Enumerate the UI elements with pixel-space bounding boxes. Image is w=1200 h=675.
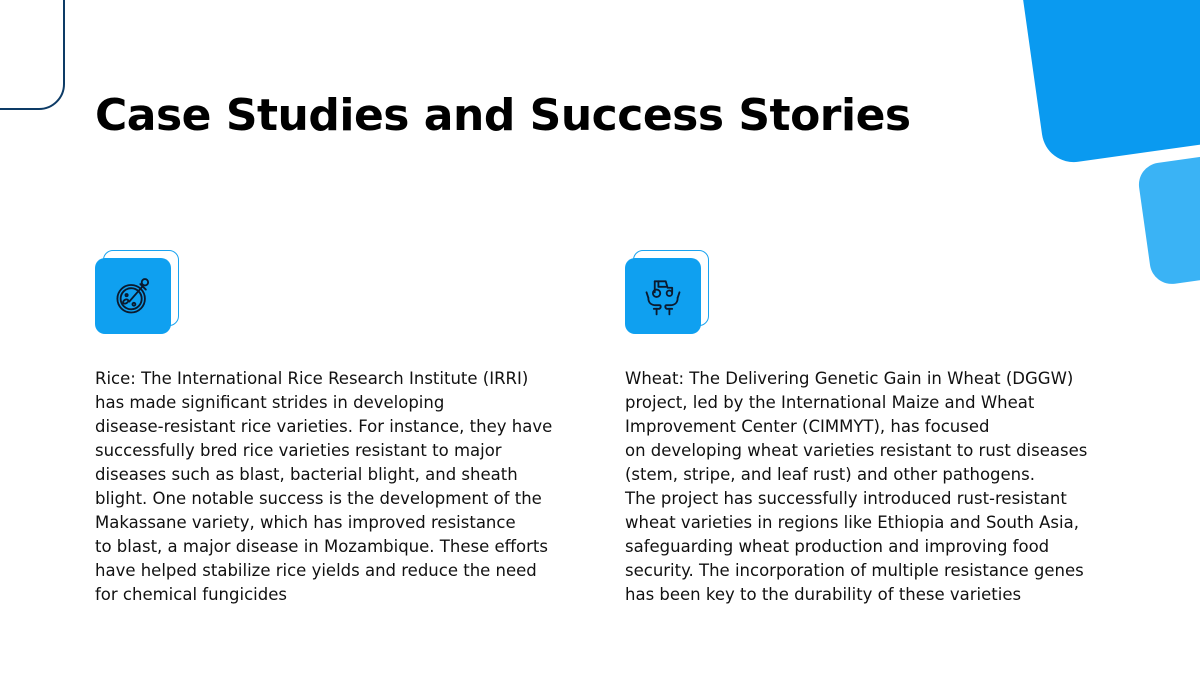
card-icon-container bbox=[625, 250, 715, 340]
tractor-hands-icon bbox=[625, 258, 701, 334]
case-study-card-wheat bbox=[625, 250, 1088, 604]
case-study-card-rice bbox=[95, 250, 553, 604]
card-text-rice: Rice: The International Rice Research Institute (IRRI) has made significant strides in developing disease-resistant rice varieties. For instance, they have successfully bred rice varieties resistant to major diseases such as blast, bacterial blight, and sheath blight. One notable success is the development of the Makassane variety, which has improved resistance to blast, a major disease in Mozambique. These efforts have helped stabilize rice yields and reduce the need for chemical fungicides bbox=[95, 369, 553, 604]
page-title: Case Studies and Success Stories bbox=[95, 90, 911, 141]
card-icon-container bbox=[95, 250, 185, 340]
decorative-outline-square bbox=[0, 0, 65, 110]
decorative-blue-square-large bbox=[1016, 0, 1200, 166]
card-text-wheat: Wheat: The Delivering Genetic Gain in Wheat (DGGW) project, led by the International Maize and Wheat Improvement Center (CIMMYT), has focused on developing wheat varieties resistant to rust diseases (stem, stripe, and leaf rust) and other pathogens. The project has successfully introduced rust-resistant wheat varieties in regions like Ethiopia and South Asia, safeguarding wheat production and improving food security. The incorporation of multiple resistance genes has been key to the durability of these varieties bbox=[625, 369, 1088, 604]
decorative-blue-square-small bbox=[1136, 149, 1200, 287]
petri-dish-icon bbox=[95, 258, 171, 334]
